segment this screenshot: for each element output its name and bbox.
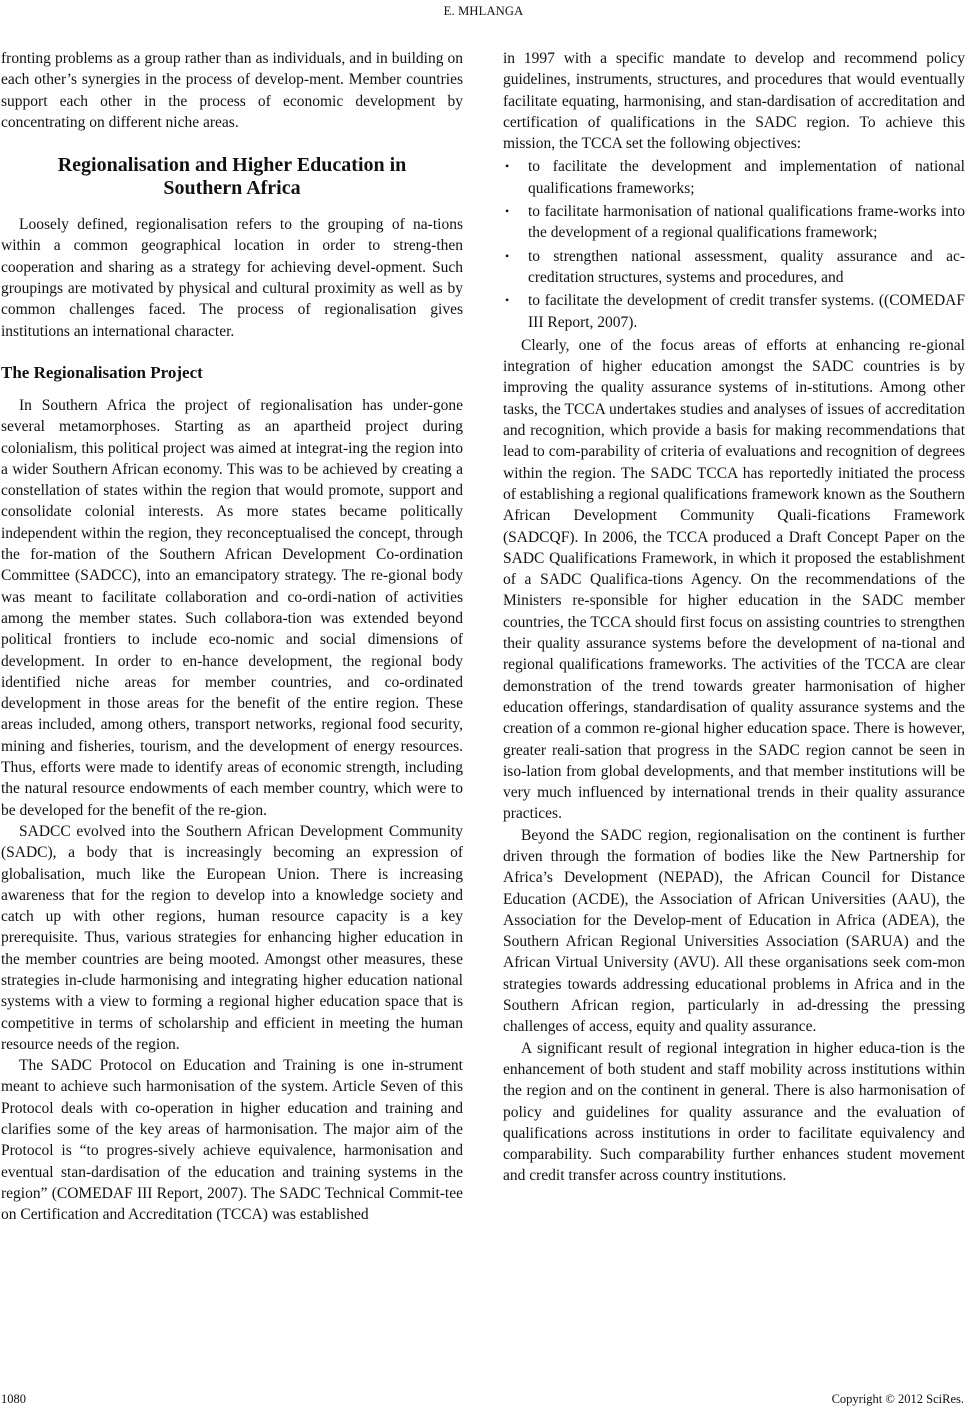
page-number: 1080 bbox=[1, 1392, 26, 1406]
paragraph-beyond: Beyond the SADC region, regionalisation on the continent is further driven through the formation of bodies like the New Partnership for Africa’s Development (NEPAD), the African Council for Distance Education (ACDE), the Association of African Universities (AAU), the Association for the Develop-ment of Education in Africa (ADEA), the Southern African Regional Universities Association (SARUA) and the African Virtual University (AVU). All these organisations seek com-mon strategies towards addressing educational problems in Africa and in the Southern African region, particularly in ad-dressing the pressing challenges of access, equity and quality assurance. bbox=[503, 826, 965, 1036]
bullet-icon: • bbox=[505, 159, 510, 174]
bullet-icon: • bbox=[505, 248, 510, 263]
running-head: E. MHLANGA bbox=[443, 4, 524, 18]
objectives-list bbox=[503, 156, 965, 332]
paragraph-clearly: Clearly, one of the focus areas of efforts at enhancing re-gional integration of higher education amongst the SADC countries is by improving the quality assurance systems of in-stitutions. Among other tasks, the TCCA undertakes studies and analyses of issues of accreditation and recognition, which provide a basis for making recommendations that lead to com-parability of criteria of evaluations and recognition of degrees within the region. The SADC TCCA has reportedly initiated the process of establishing a regional qualifications framework known as the Southern African Development Community Quali-fications Framework (SADCQF). In 2006, the TCCA produced a Draft Concept Paper on the SADC Qualifications Framework, in which it proposed the establishment of a SADC Qualifica-tions Agency. On the recommendations of the Ministers re-sponsible for higher education in the SADC member countries, the TCCA should first focus on assisting countries to strengthen their quality assurance systems before the development of na-tional and regional qualifications frameworks. The activities of the TCCA are clear demonstration of the trend towards greater harmonisation of higher education offerings, standardisation of quality assurance systems and the creation of a common re-gional higher education space. There is however, greater reali-sation that progress in the SADC region cannot be seen in iso-lation from global developments, and that member institutions will be very much influenced by international trends in their quality assurance practices. bbox=[503, 336, 965, 823]
paragraph-sadcc: SADCC evolved into the Southern African Development Community (SADC), a body that is increasingly becoming an expression of globalisation, much like the European Union. There is increasing awareness that for the region to develop into a knowledge society and catch up with other regions, human resource capacity is a key prerequisite. Thus, various strategies for enhancing higher education in the member countries are being mooted. Amongst other measures, these strategies in-clude harmonising and integrating higher education national systems with a view to forming a regional higher education space that is competitive in terms of scholarship and efficient in meeting the human resource needs of the region. bbox=[1, 822, 463, 1053]
list-item-text: to strengthen national assessment, quality assurance and ac-creditation structures, systems and procedures, and bbox=[528, 247, 965, 286]
list-item-text: to facilitate harmonisation of national qualifications frame-works into the development of a regional qualifications framework; bbox=[528, 203, 965, 242]
list-item bbox=[503, 246, 965, 289]
list-item-text: to facilitate the development and implementation of national qualifications frameworks; bbox=[528, 158, 965, 197]
left-column bbox=[1, 48, 463, 1226]
bullet-icon: • bbox=[505, 204, 510, 219]
subsection-heading: The Regionalisation Project bbox=[1, 362, 203, 382]
list-item bbox=[503, 156, 965, 199]
paragraph-protocol: The SADC Protocol on Education and Training is one in-strument meant to achieve such harmonisation of the system. Article Seven of this Protocol deals with co-operation in higher education and training and clarifies some of the key areas of harmonisation. The major aim of the Protocol is “to progres-sively achieve equivalence, harmonisation and eventual stan-dardisation of the education and training systems in the region” (COMEDAF III Report, 2007). The SADC Technical Commit-tee on Certification and Accreditation (TCCA) was established bbox=[1, 1057, 463, 1224]
paragraph-tcca: in 1997 with a specific mandate to develop and recommend policy guidelines, instruments, structures, and procedures that would eventually facilitate equating, harmonising, and stan-dardisation of accreditation and certification of qualifications in the SADC region. To achieve this mission, the TCCA set the following objectives: bbox=[503, 50, 965, 153]
paragraph-significant: A significant result of regional integration in higher educa-tion is the enhancement of both student and staff mobility across institutions within the region and on the continent in general. There is also harmonisation of policy and guidelines for quality assurance and the evaluation of qualifications across institutions in order to facilitate equivalency and comparability. Such comparability further enhances student movement and credit transfer across country institutions. bbox=[503, 1039, 965, 1185]
paragraph-continued: fronting problems as a group rather than as individuals, and in building on each other’s synergies in the process of develop-ment. Member countries support each other in the process of economic development by concentrating on different niche areas. bbox=[1, 50, 463, 131]
right-column bbox=[503, 48, 965, 1187]
list-item-text: to facilitate the development of credit transfer systems. ((COMEDAF III Report, 2007). bbox=[528, 292, 965, 331]
copyright-notice: Copyright © 2012 SciRes. bbox=[831, 1392, 964, 1406]
list-item bbox=[503, 290, 965, 333]
section-heading-line-2: Southern Africa bbox=[163, 177, 301, 200]
bullet-icon: • bbox=[505, 293, 510, 308]
paragraph-regionalisation: Loosely defined, regionalisation refers to the grouping of na-tions within a common geographical location in order to streng-then cooperation and sharing as a strategy for achieving devel-opment. Such groupings are motivated by physical and cultural proximity as well as by common challenges faced. The process of regionalisation gives institutions an international character. bbox=[1, 216, 463, 340]
list-item bbox=[503, 201, 965, 244]
paragraph-project: In Southern Africa the project of regionalisation has under-gone several metamorphoses. Starting as an apartheid project during colonialism, this political project was aimed at integrat-ing the region into a wider Southern African economy. This was to be achieved by creating a constellation of states within the region that would promote, support and consolidate colonial interests. As more states became politically independent within the region, they reconceptualised the concept, through the for-mation of the Southern African Development Co-ordination Committee (SADCC), into an emancipatory strategy. The re-gional body was meant to facilitate collaboration and co-ordi-nation of activities among the member states. Such collabora-tion was extended beyond political frontiers to include eco-nomic and social dimensions of development. In order to en-hance development, the regional body identified niche areas for member countries, and co-ordinated development in those areas for the benefit of the entire region. These areas included, among others, transport networks, regional food security, mining and fisheries, tourism, and the development of energy resources. Thus, efforts were made to identify areas of economic strength, including the natural resource endowments of each member country, which were to be developed for the benefit of the re-gion. bbox=[1, 396, 463, 819]
section-heading bbox=[1, 154, 463, 200]
section-heading-line-1: Regionalisation and Higher Education in bbox=[57, 154, 407, 177]
